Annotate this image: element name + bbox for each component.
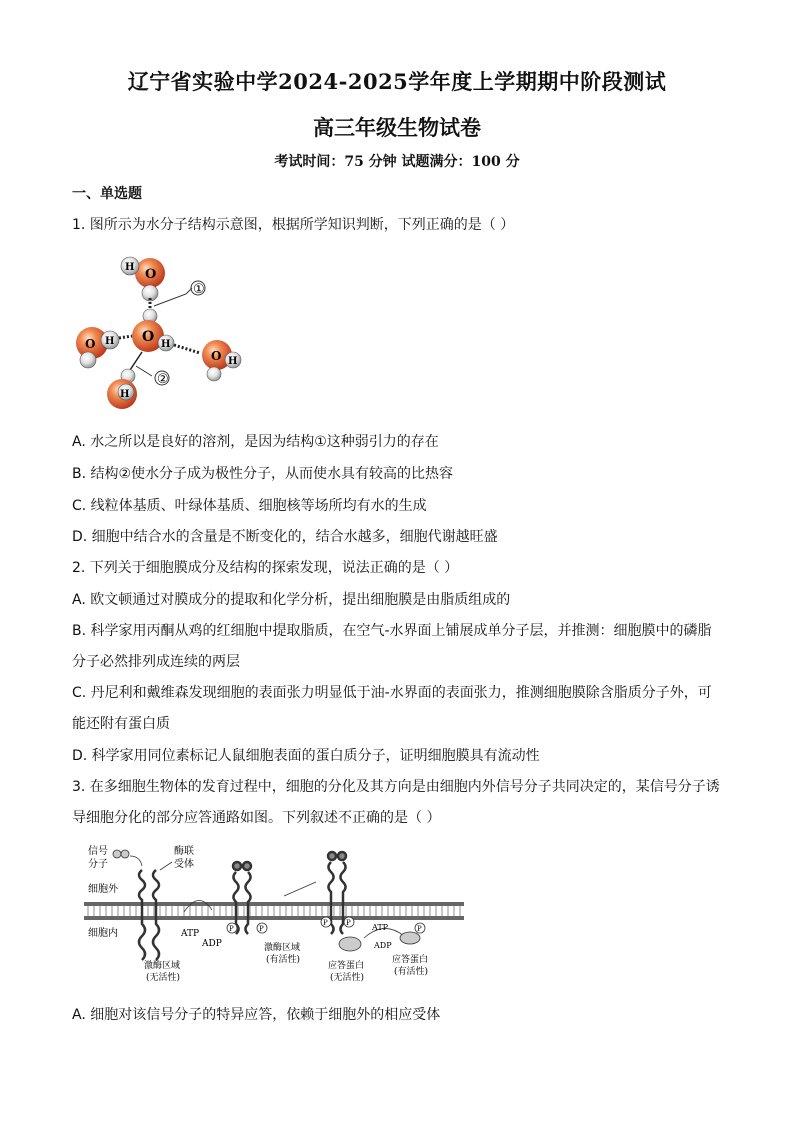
label-molecule: 分子 bbox=[88, 859, 108, 870]
label-response-inactive-2: (无活性) bbox=[330, 973, 365, 983]
label-outside: 细胞外 bbox=[88, 884, 118, 895]
q2-option-b-line1: B. 科学家用丙酮从鸡的红细胞中提取脂质，在空气-水界面上铺展成单分子层，并推测：细胞膜中的磷脂 bbox=[72, 623, 712, 639]
atom-label-h: H bbox=[105, 336, 115, 347]
q1-stem: 1. 图所示为水分子结构示意图，根据所学知识判断，下列正确的是（ ） bbox=[72, 217, 515, 233]
atom-label-o: O bbox=[142, 329, 155, 345]
q3-option-a: A. 细胞对该信号分子的特异应答，依赖于细胞外的相应受体 bbox=[72, 1007, 441, 1023]
q3-stem-line2: 导细胞分化的部分应答通路如图。下列叙述不正确的是（ ） bbox=[72, 810, 441, 826]
atom-label-o: O bbox=[211, 349, 222, 363]
covalent-bond-2 bbox=[130, 352, 142, 370]
atom-label-h: H bbox=[125, 262, 135, 273]
water-molecule-figure bbox=[70, 228, 260, 418]
q1-option-d: D. 细胞中结合水的含量是不断变化的，结合水越多，细胞代谢越旺盛 bbox=[72, 529, 498, 545]
label-p: P bbox=[229, 925, 234, 933]
transition-arrow bbox=[284, 882, 316, 896]
q1-option-c: C. 线粒体基质、叶绿体基质、细胞核等场所均有水的生成 bbox=[72, 498, 427, 514]
label-kinase-active-2: (有活性) bbox=[266, 955, 301, 965]
label-adp-1: ADP bbox=[202, 939, 222, 949]
q3-stem-line1: 3. 在多细胞生物体的发育过程中，细胞的分化及其方向是由细胞内外信号分子共同决定的，某信号分子诱 bbox=[72, 779, 720, 795]
q1-option-a: A. 水之所以是良好的溶剂，是因为结构①这种弱引力的存在 bbox=[72, 434, 439, 450]
label-atp-1: ATP bbox=[181, 929, 200, 939]
label-2: ② bbox=[157, 372, 169, 387]
label-p: P bbox=[346, 919, 351, 927]
signal-pathway-figure bbox=[84, 840, 464, 990]
label-enzyme-linked: 酶联 bbox=[174, 846, 194, 857]
label-kinase-inactive-2: (无活性) bbox=[146, 973, 181, 983]
signal-molecule bbox=[121, 850, 129, 858]
atom-label-o: O bbox=[85, 337, 96, 351]
label-inside: 细胞内 bbox=[88, 928, 118, 939]
leader-line-1 bbox=[154, 288, 192, 306]
label-response-inactive-1: 应答蛋白 bbox=[328, 961, 365, 971]
label-receptor: 受体 bbox=[174, 859, 194, 870]
label-1: ① bbox=[193, 282, 205, 297]
hydrogen-atom bbox=[80, 352, 96, 368]
label-signal: 信号 bbox=[88, 846, 108, 857]
receptor-leader bbox=[160, 862, 172, 870]
atom-label-h: H bbox=[228, 356, 238, 367]
signal-arrow bbox=[130, 856, 142, 866]
label-adp-2: ADP bbox=[374, 941, 392, 950]
q1-option-b: B. 结构②使水分子成为极性分子，从而使水具有较高的比热容 bbox=[72, 466, 454, 482]
hydrogen-bond bbox=[119, 336, 132, 338]
label-response-active-1: 应答蛋白 bbox=[392, 955, 429, 965]
q2-option-a: A. 欧文顿通过对膜成分的提取和化学分析，提出细胞膜是由脂质组成的 bbox=[72, 592, 511, 608]
label-response-active-2: (有活性) bbox=[394, 967, 429, 977]
q2-option-b-line2: 分子必然排列成连续的两层 bbox=[72, 654, 240, 670]
hydrogen-bond bbox=[174, 345, 200, 353]
atom-label-o: O bbox=[145, 267, 157, 282]
response-protein-inactive bbox=[339, 937, 361, 951]
leader-line-2 bbox=[136, 366, 152, 376]
label-kinase-active-1: 激酶区域 bbox=[264, 943, 301, 953]
label-atp-2: ATP bbox=[372, 923, 389, 932]
exam-meta: 考试时间：75 分钟 试题满分：100 分 bbox=[274, 154, 520, 170]
q2-option-c-line1: C. 丹尼利和戴维森发现细胞的表面张力明显低于油-水界面的表面张力，推测细胞膜除含脂质分子外，可 bbox=[72, 685, 712, 701]
section-heading: 一、单选题 bbox=[72, 186, 142, 202]
hydrogen-atom bbox=[207, 367, 221, 381]
receptor-monomers bbox=[139, 870, 159, 960]
atom-label-h: H bbox=[120, 389, 130, 400]
response-protein-active bbox=[400, 932, 420, 944]
receptor-dimer bbox=[233, 862, 251, 934]
exam-title: 辽宁省实验中学2024-2025学年度上学期期中阶段测试 bbox=[127, 69, 667, 94]
signal-molecule bbox=[113, 850, 121, 858]
label-kinase-inactive-1: 激酶区域 bbox=[144, 961, 181, 971]
q2-stem: 2. 下列关于细胞膜成分及结构的探索发现，说法正确的是（ ） bbox=[72, 560, 459, 576]
q2-option-c-line2: 能还附有蛋白质 bbox=[72, 716, 170, 732]
label-p: P bbox=[417, 925, 422, 933]
label-p: P bbox=[323, 919, 328, 927]
q2-option-d: D. 科学家用同位素标记人鼠细胞表面的蛋白质分子，证明细胞膜具有流动性 bbox=[72, 748, 540, 764]
label-p: P bbox=[259, 925, 264, 933]
exam-subtitle: 高三年级生物试卷 bbox=[313, 115, 481, 140]
atom-label-h: H bbox=[161, 339, 171, 350]
